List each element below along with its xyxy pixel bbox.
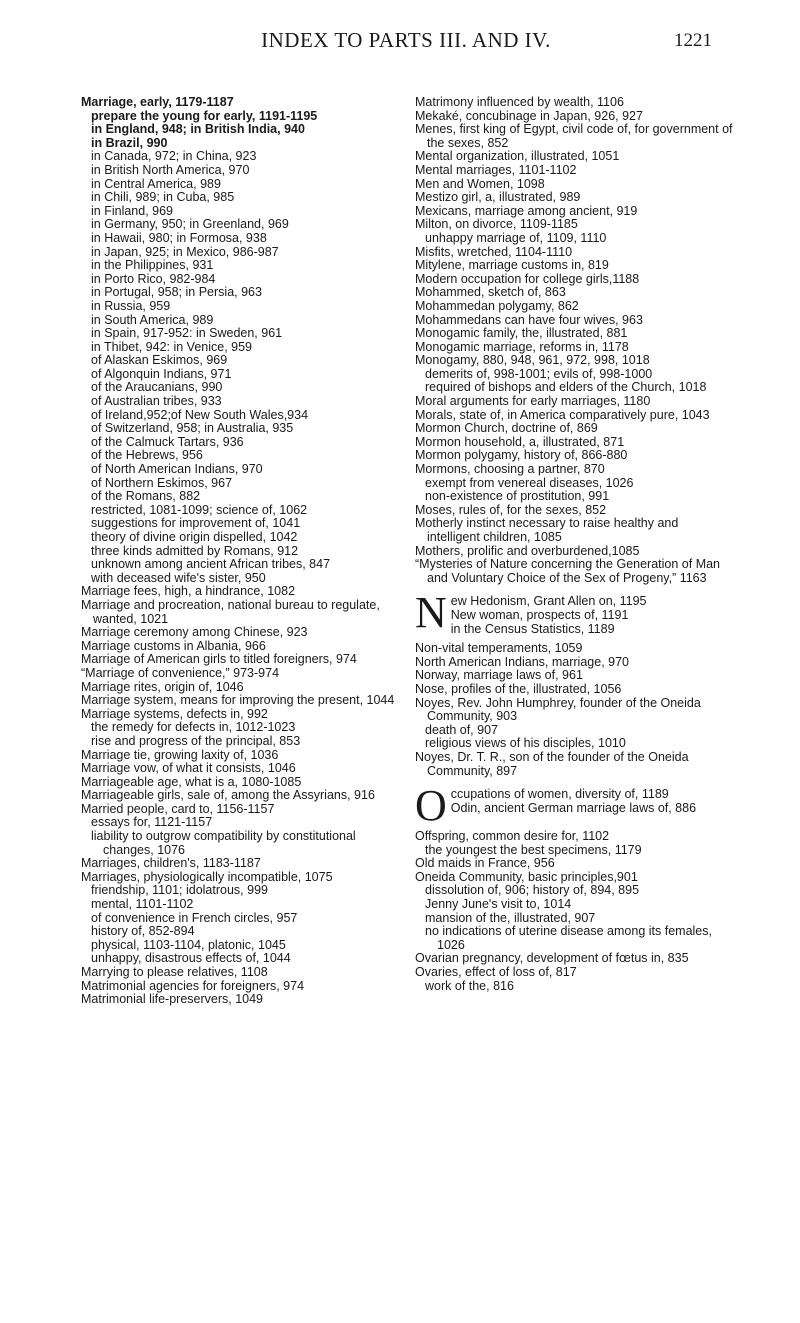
drop-cap-n: N xyxy=(415,588,447,638)
index-subentry: in South America, 989 xyxy=(91,312,214,327)
index-subentry: work of the, 816 xyxy=(425,978,514,993)
index-subentry: unknown among ancient African tribes, 847 xyxy=(91,557,331,572)
index-subentry: the youngest the best specimens, 1179 xyxy=(425,842,642,857)
index-subentry: liability to outgrow compatibility by constitutional changes, 1076 xyxy=(91,829,356,857)
index-entry: Marriage, early, 1179-1187 xyxy=(81,95,234,109)
index-subentry: of convenience in French circles, 957 xyxy=(91,910,298,925)
index-entry: Mitylene, marriage customs in, 819 xyxy=(415,258,609,273)
index-subentry: in Hawaii, 980; in Formosa, 938 xyxy=(91,230,267,245)
index-entry: New woman, prospects of, 1191 xyxy=(450,607,629,622)
index-section-o xyxy=(415,781,733,831)
index-entry: Ovarian pregnancy, development of fœtus in, 835 xyxy=(415,951,689,966)
index-subentry: required of bishops and elders of the Church, 1018 xyxy=(425,380,707,395)
index-entry: Misfits, wretched, 1104-1110 xyxy=(415,244,573,259)
index-entry: in the Census Statistics, 1189 xyxy=(450,621,615,636)
index-subentry: death of, 907 xyxy=(425,722,498,737)
index-subentry: with deceased wife's sister, 950 xyxy=(91,570,266,585)
index-subentry: of Australian tribes, 933 xyxy=(91,394,222,409)
index-entry: Oneida Community, basic principles,901 xyxy=(415,869,638,884)
index-entry: Mothers, prolific and overburdened,1085 xyxy=(415,543,640,558)
index-subentry: physical, 1103-1104, platonic, 1045 xyxy=(91,937,286,952)
index-subentry: in Brazil, 990 xyxy=(91,135,168,150)
index-subentry: mental, 1101-1102 xyxy=(91,897,194,912)
index-subentry: prepare the young for early, 1191-1195 xyxy=(91,108,318,123)
index-entry: Marriages, children's, 1183-1187 xyxy=(81,856,261,871)
index-entry: Non-vital temperaments, 1059 xyxy=(415,641,583,656)
index-subentry: in Russia, 959 xyxy=(91,298,171,313)
index-entry: Milton, on divorce, 1109-1185 xyxy=(415,217,578,232)
index-entry: “Mysteries of Nature concerning the Generation of Man and Voluntary Choice of the Sex of Progeny,” 1163 xyxy=(415,557,721,585)
index-entry: Mormon household, a, illustrated, 871 xyxy=(415,434,625,449)
index-section-n xyxy=(415,588,733,638)
index-subentry: non-existence of prostitution, 991 xyxy=(425,489,610,504)
index-entry: Marriage vow, of what it consists, 1046 xyxy=(81,761,296,776)
index-entry: Matrimony influenced by wealth, 1106 xyxy=(415,95,624,109)
index-entry: Monogamic marriage, reforms in, 1178 xyxy=(415,339,629,354)
index-entry: Noyes, Dr. T. R., son of the founder of the Oneida Community, 897 xyxy=(415,749,689,778)
index-entry: Mormon Church, doctrine of, 869 xyxy=(415,421,598,436)
index-entry: Matrimonial life-preservers, 1049 xyxy=(81,992,264,1007)
index-entry: Odin, ancient German marriage laws of, 886 xyxy=(450,800,697,815)
index-subentry: of the Hebrews, 956 xyxy=(91,448,203,463)
index-entry: Monogamic family, the, illustrated, 881 xyxy=(415,326,628,341)
index-entry: Matrimonial agencies for foreigners, 974 xyxy=(81,978,305,993)
index-entry: Marriageable age, what is a, 1080-1085 xyxy=(81,774,302,789)
index-entry: ew Hedonism, Grant Allen on, 1195 xyxy=(450,594,647,609)
index-column-left xyxy=(81,96,399,1007)
index-entry: Men and Women, 1098 xyxy=(415,176,545,191)
index-subentry: in Porto Rico, 982-984 xyxy=(91,271,216,286)
index-entry: Mental marriages, 1101-1102 xyxy=(415,162,577,177)
index-entry: Modern occupation for college girls,1188 xyxy=(415,271,640,286)
index-section-n-entries xyxy=(415,642,733,778)
index-subentry: three kinds admitted by Romans, 912 xyxy=(91,543,299,558)
index-entry: Marriage fees, high, a hindrance, 1082 xyxy=(81,584,296,599)
index-subentry: of Alaskan Eskimos, 969 xyxy=(91,353,228,368)
index-entry: Mohammedan polygamy, 862 xyxy=(415,298,579,313)
index-subentry: of Algonquin Indians, 971 xyxy=(91,366,232,381)
index-subentry: suggestions for improvement of, 1041 xyxy=(91,516,301,531)
index-section-o-entries xyxy=(415,830,733,993)
drop-cap-o: O xyxy=(415,781,447,831)
index-subentry: the remedy for defects in, 1012-1023 xyxy=(91,720,296,735)
page-title: INDEX TO PARTS III. AND IV. xyxy=(261,28,551,52)
index-entry: Moses, rules of, for the sexes, 852 xyxy=(415,502,607,517)
index-subentry: in Germany, 950; in Greenland, 969 xyxy=(91,217,289,232)
index-subentry: of Switzerland, 958; in Australia, 935 xyxy=(91,421,294,436)
index-subentry: friendship, 1101; idolatrous, 999 xyxy=(91,883,268,898)
index-subentry: no indications of uterine disease among its females, 1026 xyxy=(425,924,712,952)
index-entry: Nose, profiles of the, illustrated, 1056 xyxy=(415,681,622,696)
page-number: 1221 xyxy=(674,30,712,51)
index-entry: Marriage rites, origin of, 1046 xyxy=(81,679,244,694)
index-subentry: in British North America, 970 xyxy=(91,162,250,177)
index-entry: Mohammedans can have four wives, 963 xyxy=(415,312,643,327)
index-entry: Norway, marriage laws of, 961 xyxy=(415,668,583,683)
index-entry: Marriage tie, growing laxity of, 1036 xyxy=(81,747,279,762)
index-subentry: in Finland, 969 xyxy=(91,203,174,218)
index-entry: Mormon polygamy, history of, 866-880 xyxy=(415,448,628,463)
index-subentry: of the Araucanians, 990 xyxy=(91,380,223,395)
index-subentry: of the Calmuck Tartars, 936 xyxy=(91,434,244,449)
index-subentry: unhappy, disastrous effects of, 1044 xyxy=(91,951,291,966)
index-entry: Mohammed, sketch of, 863 xyxy=(415,285,566,300)
index-entry: Old maids in France, 956 xyxy=(415,856,555,871)
index-entry: Marriage and procreation, national bureau to regulate, wanted, 1021 xyxy=(81,597,380,626)
index-subentry: Jenny June's visit to, 1014 xyxy=(425,897,572,912)
index-subentry: restricted, 1081-1099; science of, 1062 xyxy=(91,502,308,517)
index-entry: Mekaké, concubinage in Japan, 926, 927 xyxy=(415,108,643,123)
index-subentry: in Japan, 925; in Mexico, 986-987 xyxy=(91,244,279,259)
index-subentry: demerits of, 998-1001; evils of, 998-1000 xyxy=(425,366,653,381)
index-subentry: unhappy marriage of, 1109, 1110 xyxy=(425,230,607,245)
index-entry: Marriage systems, defects in, 992 xyxy=(81,706,268,721)
index-entry: ccupations of women, diversity of, 1189 xyxy=(450,787,669,802)
index-entry: Menes, first king of Egypt, civil code of, for government of the sexes, 852 xyxy=(415,122,733,150)
drop-cap-lines xyxy=(415,588,733,638)
index-column-right xyxy=(415,96,733,993)
index-entry: Mental organization, illustrated, 1051 xyxy=(415,149,620,164)
index-entry: Marrying to please relatives, 1108 xyxy=(81,965,268,979)
index-entry: Moral arguments for early marriages, 1180 xyxy=(415,394,651,409)
index-entry: Motherly instinct necessary to raise healthy and intelligent children, 1085 xyxy=(415,516,679,544)
index-entry: Mormons, choosing a partner, 870 xyxy=(415,462,605,477)
index-subentry: of Northern Eskimos, 967 xyxy=(91,475,233,490)
index-subentry: in Chili, 989; in Cuba, 985 xyxy=(91,190,235,205)
index-entry: Ovaries, effect of loss of, 817 xyxy=(415,965,577,980)
index-subentry: exempt from venereal diseases, 1026 xyxy=(425,475,634,490)
index-entry: Morals, state of, in America comparatively pure, 1043 xyxy=(415,407,710,422)
index-subentry: of North American Indians, 970 xyxy=(91,462,263,477)
index-section-m xyxy=(415,96,733,585)
index-entry: North American Indians, marriage, 970 xyxy=(415,654,629,669)
index-subentry: in England, 948; in British India, 940 xyxy=(91,122,305,137)
index-subentry: essays for, 1121-1157 xyxy=(91,815,213,830)
index-entry: Marriageable girls, sale of, among the Assyrians, 916 xyxy=(81,788,375,803)
index-entry: Mexicans, marriage among ancient, 919 xyxy=(415,203,638,218)
index-subentry: rise and progress of the principal, 853 xyxy=(91,733,301,748)
page-header xyxy=(100,28,712,58)
index-subentry: in Spain, 917-952: in Sweden, 961 xyxy=(91,326,283,341)
index-subentry: religious views of his disciples, 1010 xyxy=(425,736,626,751)
index-subentry: of Ireland,952;of New South Wales,934 xyxy=(91,407,309,422)
index-entry: Marriage customs in Albania, 966 xyxy=(81,638,266,653)
index-subentry: in Central America, 989 xyxy=(91,176,221,191)
index-subentry: of the Romans, 882 xyxy=(91,489,201,504)
index-entry: Noyes, Rev. John Humphrey, founder of the Oneida Community, 903 xyxy=(415,695,701,724)
index-entry: Marriage system, means for improving the present, 1044 xyxy=(81,693,395,708)
index-entry: Marriages, physiologically incompatible, 1075 xyxy=(81,869,333,884)
index-subentry: history of, 852-894 xyxy=(91,924,195,939)
index-subentry: in Portugal, 958; in Persia, 963 xyxy=(91,285,262,300)
index-entry: Marriage of American girls to titled foreigners, 974 xyxy=(81,652,357,667)
index-entry: Married people, card to, 1156-1157 xyxy=(81,801,275,816)
index-entry: Marriage ceremony among Chinese, 923 xyxy=(81,625,308,640)
index-subentry: in Thibet, 942: in Venice, 959 xyxy=(91,339,252,354)
index-subentry: in the Philippines, 931 xyxy=(91,258,214,273)
index-subentry: mansion of the, illustrated, 907 xyxy=(425,910,596,925)
drop-cap-lines xyxy=(415,788,733,815)
index-subentry: theory of divine origin dispelled, 1042 xyxy=(91,530,298,544)
index-subentry: dissolution of, 906; history of, 894, 895 xyxy=(425,883,640,898)
index-entry: Offspring, common desire for, 1102 xyxy=(415,829,610,844)
index-entry: Monogamy, 880, 948, 961, 972, 998, 1018 xyxy=(415,353,650,368)
index-subentry: in Canada, 972; in China, 923 xyxy=(91,149,257,164)
index-entry: Mestizo girl, a, illustrated, 989 xyxy=(415,190,581,205)
index-entry: “Marriage of convenience,” 973-974 xyxy=(81,665,280,680)
